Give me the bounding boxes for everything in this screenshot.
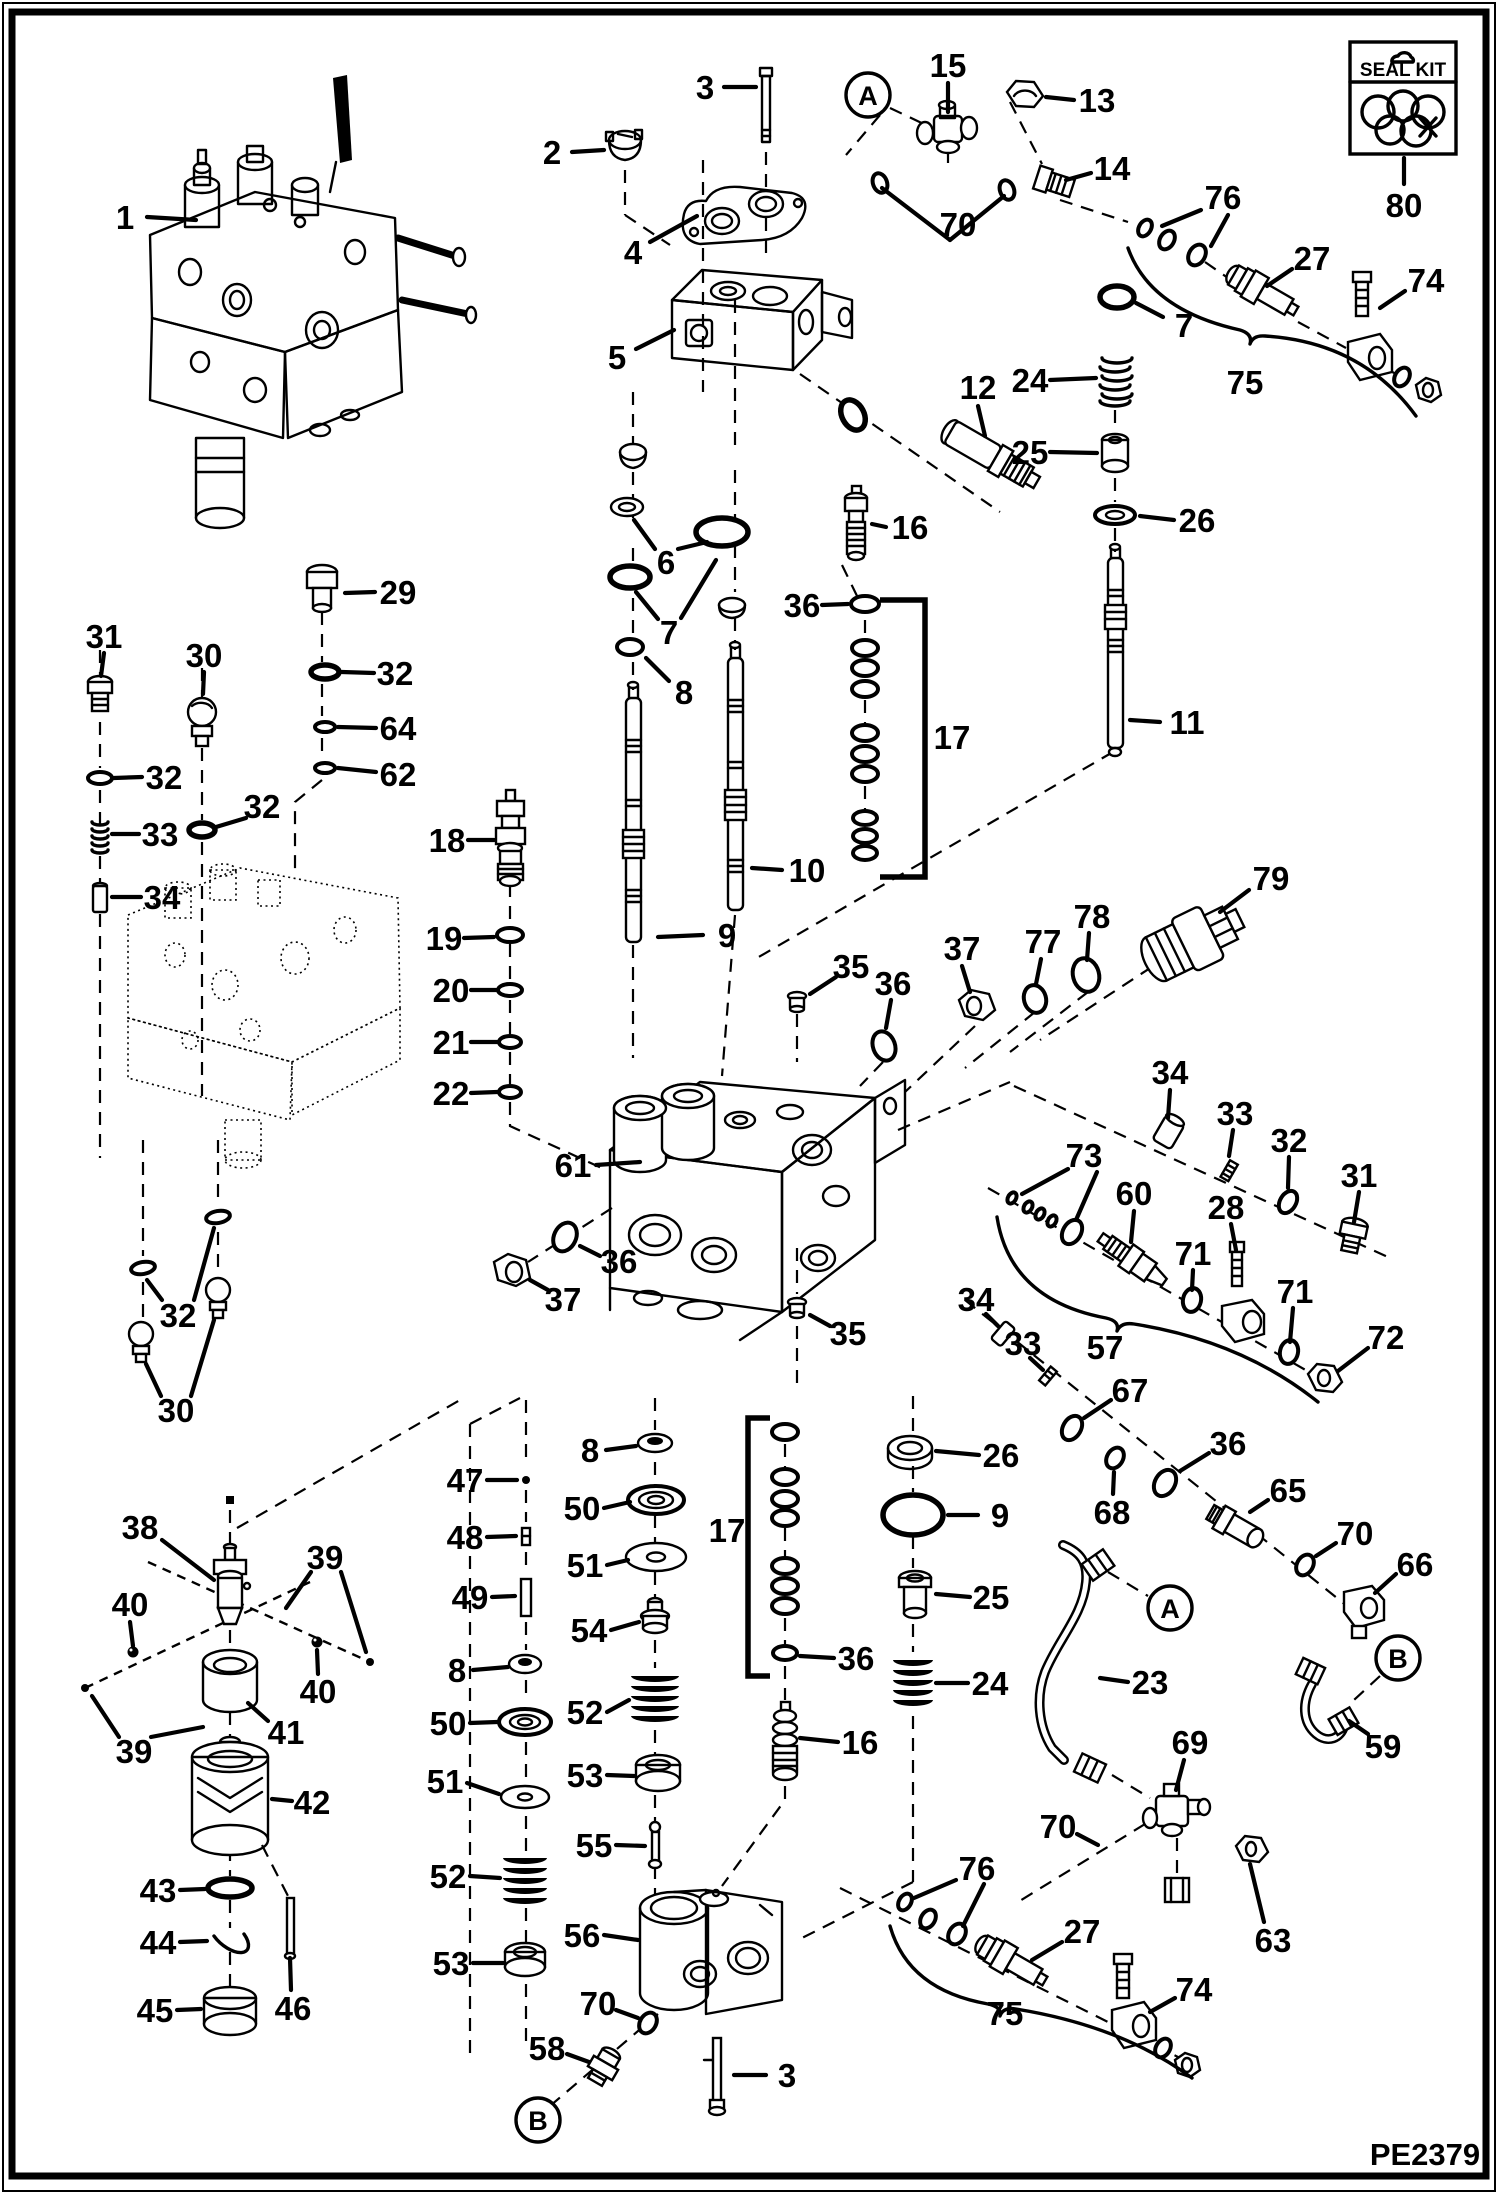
callout-59: 59: [1364, 1728, 1402, 1765]
leader-line-32: [1288, 1157, 1289, 1188]
callout-36: 36: [1209, 1425, 1247, 1462]
hex-plug-37-left: [494, 1254, 530, 1286]
callout-44: 44: [139, 1924, 177, 1961]
leader-line-1: [147, 217, 196, 220]
leader-line-76: [1211, 215, 1228, 246]
leader-line-26: [1140, 516, 1174, 520]
reference-circle-A: [846, 73, 890, 117]
leader-line-30: [203, 672, 204, 694]
callout-37: 37: [544, 1281, 582, 1318]
leader-line-73: [1022, 1169, 1068, 1194]
end-cap-block-56: [640, 1890, 782, 2014]
brace-75-bottom: [890, 1926, 1192, 2078]
leader-line-8: [606, 1446, 636, 1450]
leader-line-72: [1338, 1348, 1368, 1371]
callout-45: 45: [136, 1992, 174, 2029]
pin-34-left: [93, 883, 107, 912]
leader-line-24: [1050, 378, 1096, 380]
callout-35: 35: [829, 1315, 867, 1352]
callout-10: 10: [788, 852, 826, 889]
hex-plug-37-right: [959, 990, 995, 1020]
leader-line-35: [810, 1315, 830, 1326]
leader-line-16: [872, 524, 886, 527]
callout-21: 21: [432, 1024, 470, 1061]
callout-34: 34: [1151, 1054, 1189, 1091]
leader-line-39: [151, 1727, 203, 1737]
callout-63: 63: [1254, 1922, 1292, 1959]
oring-22: [499, 1086, 521, 1098]
callout-43: 43: [139, 1872, 177, 1909]
leader-line-42: [272, 1799, 292, 1801]
callout-71: 71: [1276, 1273, 1314, 1310]
callout-37: 37: [943, 930, 981, 967]
callout-7: 7: [659, 614, 679, 651]
callout-52: 52: [429, 1858, 467, 1895]
leader-line-33: [1229, 1130, 1233, 1156]
leader-line-5: [636, 330, 674, 349]
seal-kit-label: SEAL KIT: [1359, 60, 1447, 81]
callout-30: 30: [157, 1392, 195, 1429]
reference-circle-B: [516, 2098, 560, 2142]
callout-4: 4: [623, 234, 643, 271]
bracket-17-upper: [880, 600, 925, 877]
callout-13: 13: [1078, 82, 1116, 119]
callout-22: 22: [432, 1075, 470, 1112]
callout-27: 27: [1063, 1913, 1101, 1950]
oring-32-a: [311, 665, 339, 679]
callout-31: 31: [1340, 1157, 1378, 1194]
callout-32: 32: [145, 759, 183, 796]
callout-14: 14: [1093, 150, 1131, 187]
main-valve-assembly: [150, 75, 476, 528]
plug-35-bottom: [788, 1298, 806, 1318]
spool-9: [623, 682, 644, 942]
callout-23: 23: [1131, 1664, 1169, 1701]
page-border: [3, 3, 1495, 2191]
callout-70: 70: [939, 206, 977, 243]
leader-line-25: [936, 1594, 970, 1597]
oring-32-c: [189, 823, 215, 837]
leader-line-67: [1084, 1400, 1111, 1418]
leader-line-6: [634, 520, 655, 549]
bottom-right-chain: [890, 1891, 1200, 2078]
callout-32: 32: [159, 1297, 197, 1334]
leader-line-11: [1130, 720, 1160, 722]
callout-1: 1: [115, 199, 135, 236]
leader-line-61: [596, 1162, 640, 1165]
callout-70: 70: [1336, 1515, 1374, 1552]
oring-32-d2: [130, 1260, 156, 1276]
leader-line-63: [1250, 1864, 1264, 1922]
callout-26: 26: [1178, 502, 1216, 539]
callout-33: 33: [1216, 1095, 1254, 1132]
callout-24: 24: [971, 1665, 1009, 1702]
leader-line-10: [752, 868, 782, 870]
callout-53: 53: [432, 1945, 470, 1982]
callout-26: 26: [982, 1437, 1020, 1474]
leader-line-78: [1087, 933, 1089, 960]
callout-77: 77: [1024, 923, 1062, 960]
oring-77: [1021, 983, 1049, 1016]
callout-8: 8: [580, 1432, 600, 1469]
cartridge-18: [496, 790, 525, 886]
callout-71: 71: [1174, 1235, 1212, 1272]
leader-line-71: [1192, 1270, 1193, 1290]
callout-48: 48: [446, 1519, 484, 1556]
leader-line-9: [658, 935, 703, 937]
callout-17: 17: [708, 1512, 746, 1549]
callout-25: 25: [1011, 434, 1049, 471]
reference-circle-A: [1148, 1586, 1192, 1630]
svg-text:A: A: [858, 81, 878, 111]
callout-27: 27: [1293, 240, 1331, 277]
callout-15: 15: [929, 47, 967, 84]
reference-circle-B: [1376, 1636, 1420, 1680]
leader-line-38: [162, 1540, 214, 1580]
nut-13: [1007, 81, 1043, 107]
callout-51: 51: [566, 1547, 604, 1584]
leader-line-13: [1046, 97, 1074, 100]
callout-20: 20: [432, 972, 470, 1009]
callout-32: 32: [376, 655, 414, 692]
callout-36: 36: [874, 965, 912, 1002]
leader-line-39: [341, 1572, 366, 1652]
callout-53: 53: [566, 1757, 604, 1794]
leader-line-52: [607, 1700, 629, 1712]
callout-31: 31: [85, 618, 123, 655]
leader-line-77: [1036, 959, 1041, 984]
callout-50: 50: [563, 1490, 601, 1527]
callout-36: 36: [783, 587, 821, 624]
leader-line-53: [607, 1775, 634, 1776]
callout-8: 8: [674, 674, 694, 711]
callout-29: 29: [379, 574, 417, 611]
leader-line-60: [1131, 1211, 1134, 1242]
leader-line-54: [611, 1622, 639, 1630]
callout-67: 67: [1111, 1372, 1149, 1409]
callout-47: 47: [446, 1462, 484, 1499]
callout-64: 64: [379, 710, 417, 747]
leader-line-8: [473, 1667, 508, 1670]
svg-text:A: A: [1160, 1594, 1180, 1624]
leader-line-36: [580, 1246, 600, 1256]
leader-line-51: [607, 1560, 628, 1565]
fitting-14: [1033, 166, 1076, 200]
leader-line-40: [130, 1622, 133, 1646]
relief-valve-16-top: [845, 486, 867, 560]
callout-73: 73: [1065, 1137, 1103, 1174]
leader-line-23: [1100, 1678, 1128, 1682]
relief-valve-16-lower: [773, 1702, 797, 1780]
detent-column-47-50: [499, 1476, 551, 1976]
oring-21: [499, 1036, 521, 1048]
callout-65: 65: [1269, 1472, 1307, 1509]
oring-36-left: [549, 1219, 582, 1255]
sensor-79: [1133, 892, 1253, 990]
callout-36: 36: [837, 1640, 875, 1677]
oring-stack-17-lower: [748, 1418, 798, 1676]
leader-line-71: [1290, 1308, 1293, 1342]
callout-3: 3: [695, 69, 715, 106]
callout-5: 5: [607, 339, 627, 376]
spring-33: [92, 822, 108, 853]
leader-line-32: [114, 777, 142, 778]
leader-line-26: [936, 1451, 979, 1455]
leader-line-76: [963, 1884, 984, 1926]
spool-11: [1105, 544, 1126, 756]
check-valve-30: [188, 698, 216, 746]
callout-17: 17: [933, 719, 971, 756]
callout-74: 74: [1407, 262, 1445, 299]
callout-76: 76: [958, 1850, 996, 1887]
nut-63: [1236, 1836, 1268, 1862]
oring-stack-17-upper: [851, 596, 925, 877]
callout-19: 19: [425, 920, 463, 957]
callout-34: 34: [957, 1281, 995, 1318]
callout-55: 55: [575, 1827, 613, 1864]
callout-35: 35: [832, 948, 870, 985]
callout-11: 11: [1169, 704, 1205, 741]
leader-line-46: [290, 1958, 291, 1990]
callout-79: 79: [1252, 860, 1290, 897]
leader-line-68: [1113, 1472, 1114, 1494]
leader-line-73: [1076, 1172, 1097, 1220]
oring-36-right: [869, 1028, 900, 1064]
leader-line-27: [1032, 1942, 1062, 1960]
leader-line-39: [286, 1572, 311, 1608]
callout-36: 36: [600, 1243, 638, 1280]
leader-line-19: [464, 937, 494, 938]
leader-line-39: [92, 1696, 119, 1737]
callout-38: 38: [121, 1509, 159, 1546]
leader-line-65: [1250, 1500, 1268, 1512]
fitting-58: [583, 2043, 626, 2089]
leader-line-8: [646, 658, 669, 681]
screw-74-tip: [1353, 272, 1371, 282]
leader-line-7: [636, 592, 658, 619]
leader-line-40: [317, 1650, 318, 1674]
plug-cap-2: [606, 130, 642, 160]
drawing-code: PE2379: [1369, 2137, 1481, 2172]
callout-62: 62: [379, 756, 417, 793]
leader-line-52: [470, 1876, 500, 1878]
leader-line-76: [914, 1880, 956, 1898]
leader-line-43: [180, 1889, 205, 1890]
callout-76: 76: [1204, 179, 1242, 216]
callout-3: 3: [777, 2057, 797, 2094]
leader-line-58: [567, 2054, 589, 2062]
leader-line-22: [471, 1092, 497, 1093]
leader-line-25: [1050, 452, 1097, 453]
bracket-17-lower: [748, 1418, 770, 1676]
leader-line-74: [1150, 1998, 1175, 2012]
callout-6: 6: [656, 544, 676, 581]
leader-line-44: [180, 1941, 207, 1942]
leader-line-50: [470, 1722, 497, 1723]
callout-41: 41: [267, 1714, 305, 1751]
leader-line-32: [342, 672, 374, 673]
center-valve-block-61: [610, 1080, 905, 1340]
callout-75: 75: [1226, 364, 1264, 401]
leader-line-27: [1267, 269, 1292, 286]
callout-52: 52: [566, 1694, 604, 1731]
leader-line-36: [886, 1000, 891, 1028]
callout-68: 68: [1093, 1494, 1131, 1531]
leader-line-12: [978, 406, 985, 436]
callout-16: 16: [891, 509, 929, 546]
callout-12: 12: [959, 369, 997, 406]
callout-70: 70: [1039, 1808, 1077, 1845]
leader-line-49: [492, 1596, 515, 1597]
callout-2: 2: [542, 134, 562, 171]
leader-line-64: [338, 727, 376, 728]
leader-line-55: [616, 1845, 645, 1846]
check-valve-30-b1: [206, 1278, 230, 1318]
callout-54: 54: [570, 1612, 608, 1649]
leader-line-74: [1380, 291, 1405, 308]
oring-32-b: [88, 772, 112, 784]
callout-74: 74: [1175, 1971, 1213, 2008]
leader-line-70: [1077, 1834, 1098, 1845]
callout-60: 60: [1115, 1175, 1153, 1212]
callout-9: 9: [990, 1497, 1010, 1534]
nut-below-69: [1165, 1878, 1189, 1902]
leader-line-16: [800, 1738, 838, 1742]
callout-78: 78: [1073, 898, 1111, 935]
leader-line-7: [1136, 303, 1163, 317]
callout-7: 7: [1174, 307, 1194, 344]
callout-32: 32: [1270, 1122, 1308, 1159]
leader-line-62: [338, 768, 376, 772]
leader-line-70: [616, 2010, 638, 2018]
leader-lines: [92, 83, 1405, 2075]
leader-line-76: [1162, 210, 1201, 226]
callout-61: 61: [554, 1147, 592, 1184]
callout-66: 66: [1396, 1546, 1434, 1583]
callout-69: 69: [1171, 1724, 1209, 1761]
leader-line-66: [1375, 1574, 1396, 1593]
leader-line-29: [345, 592, 375, 593]
callout-34: 34: [143, 879, 181, 916]
plug-29: [307, 565, 337, 612]
oring-19: [497, 928, 523, 942]
oring-70-bottom: [636, 2009, 661, 2036]
bolt-3-bottom: [704, 2038, 725, 2115]
seal-kit-box: [1350, 42, 1456, 154]
leader-line-31: [1354, 1192, 1359, 1222]
callout-24: 24: [1011, 362, 1049, 399]
plug-35-top: [788, 992, 806, 1012]
check-valve-30-b2: [129, 1322, 153, 1362]
leader-line-36: [822, 604, 848, 605]
oring-62: [315, 763, 335, 773]
oring-32-d1: [205, 1209, 231, 1225]
leader-line-56: [604, 1935, 638, 1940]
leader-line-6: [678, 542, 707, 549]
callout-30: 30: [185, 637, 223, 674]
brace-75-top: [1128, 248, 1416, 416]
mount-plate-4: [683, 187, 806, 244]
leader-line-31: [101, 653, 104, 676]
steel-tube-23: [1040, 1545, 1115, 1783]
fitting-31-left: [88, 676, 112, 711]
bolt-3: [760, 68, 772, 142]
leader-line-50: [604, 1502, 630, 1508]
leader-line-2: [572, 150, 604, 152]
spool-10: [725, 642, 746, 910]
callout-58: 58: [528, 2030, 566, 2067]
leader-line-14: [1066, 173, 1091, 180]
callout-56: 56: [563, 1917, 601, 1954]
callout-40: 40: [111, 1586, 149, 1623]
leader-line-70: [1316, 1543, 1336, 1556]
inlet-block-5: [672, 270, 852, 370]
leader-line-36: [1180, 1453, 1209, 1471]
callout-16: 16: [841, 1724, 879, 1761]
leader-line-41: [248, 1703, 268, 1721]
callout-75: 75: [986, 1995, 1024, 2032]
svg-text:B: B: [528, 2106, 548, 2136]
hose-59: [1296, 1658, 1359, 1739]
callout-9: 9: [717, 917, 737, 954]
leader-line-36: [800, 1656, 834, 1658]
leader-line-45: [177, 2009, 201, 2010]
callout-8: 8: [447, 1652, 467, 1689]
oring-64: [315, 722, 335, 732]
svg-text:B: B: [1388, 1644, 1408, 1674]
callout-46: 46: [274, 1990, 312, 2027]
callout-40: 40: [299, 1673, 337, 1710]
callout-39: 39: [306, 1539, 344, 1576]
callout-70: 70: [579, 1985, 617, 2022]
leader-line-34: [1168, 1090, 1170, 1118]
leader-line-32: [216, 818, 246, 827]
leader-line-48: [487, 1536, 516, 1537]
callout-33: 33: [1004, 1325, 1042, 1362]
callout-32: 32: [243, 788, 281, 825]
callout-49: 49: [451, 1579, 489, 1616]
callout-28: 28: [1207, 1189, 1245, 1226]
callout-33: 33: [141, 816, 179, 853]
callout-39: 39: [115, 1733, 153, 1770]
leader-line-37: [962, 966, 970, 992]
callout-80: 80: [1385, 187, 1423, 224]
callout-50: 50: [429, 1705, 467, 1742]
callout-51: 51: [426, 1763, 464, 1800]
oring-32-top: [836, 396, 870, 435]
callout-42: 42: [293, 1784, 331, 1821]
pin-55: [649, 1822, 661, 1868]
leader-line-7: [681, 560, 716, 618]
leader-line-51: [467, 1783, 499, 1794]
callout-18: 18: [428, 822, 466, 859]
callout-25: 25: [972, 1579, 1010, 1616]
callout-57: 57: [1086, 1329, 1124, 1366]
callout-72: 72: [1367, 1319, 1405, 1356]
oring-20: [498, 984, 522, 996]
